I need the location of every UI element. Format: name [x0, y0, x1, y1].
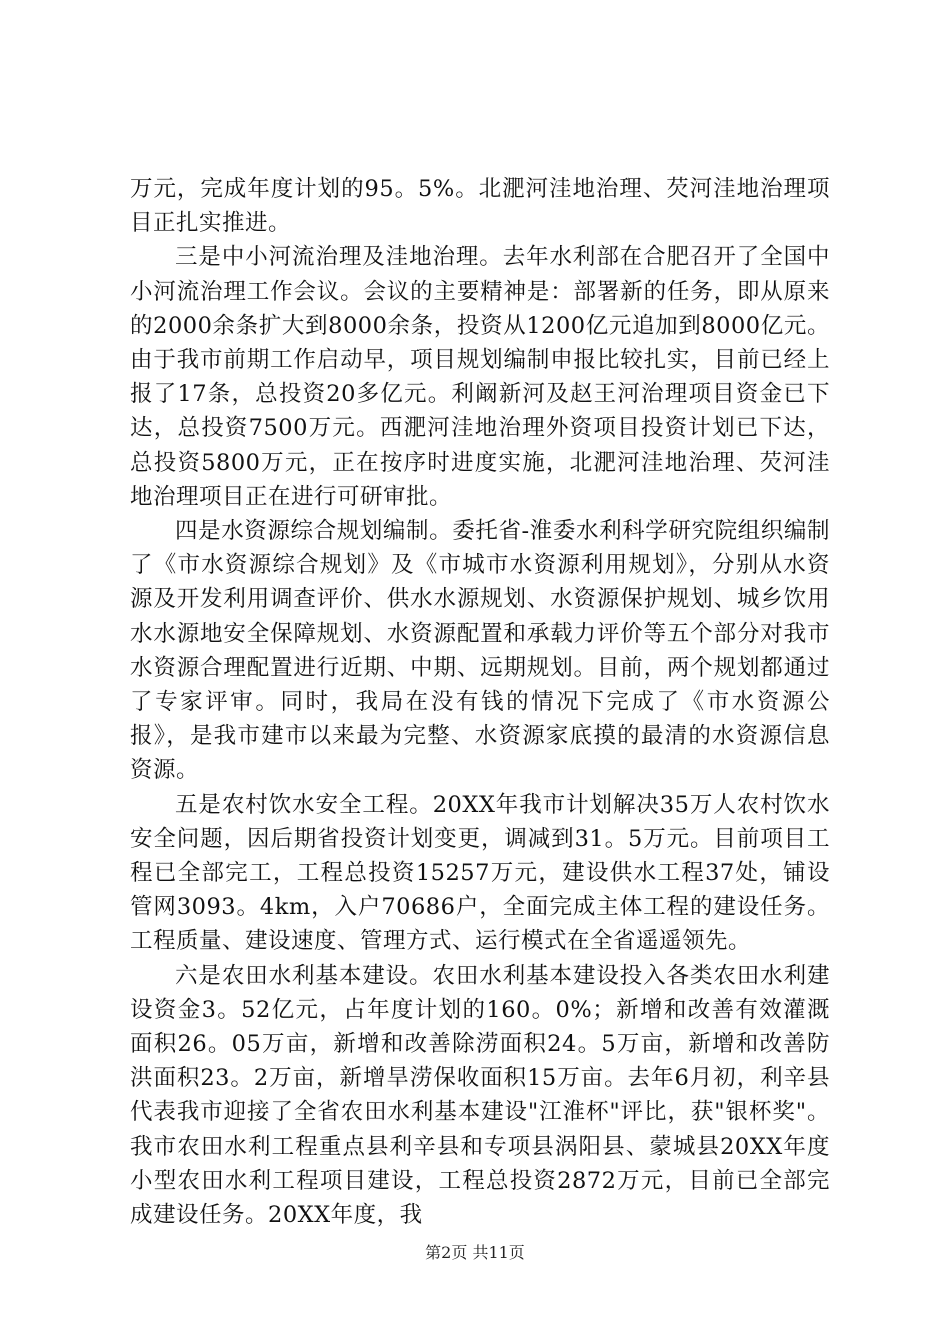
paragraph-2: 三是中小河流治理及洼地治理。去年水利部在合肥召开了全国中小河流治理工作会议。会议的主要精神是：部署新的任务，即从原来的2000余条扩大到8000余条，投资从1200亿元追加到8000亿元。由于我市前期工作启动早，项目规划编制申报比较扎实，目前已经上报了17条，总投资20多亿元。利阚新河及赵王河治理项目资金已下达，总投资7500万元。西淝河洼地治理外资项目投资计划已下达，总投资5800万元，正在按序时进度实施，北淝河洼地治理、芡河洼地治理项目正在进行可研审批。: [130, 244, 830, 510]
paragraph-4: 五是农村饮水安全工程。20XX年我市计划解决35万人农村饮水安全问题，因后期省投资计划变更，调减到31。5万元。目前项目工程已全部完工，工程总投资15257万元，建设供水工程37处，铺设管网3093。4km，入户70686户，全面完成主体工程的建设任务。工程质量、建设速度、管理方式、运行模式在全省遥遥领先。: [130, 791, 830, 955]
page-footer: [0, 1242, 950, 1264]
page-number-label: 第2页 共11页: [425, 1243, 525, 1262]
paragraph-3: 四是水资源综合规划编制。委托省-淮委水利科学研究院组织编制了《市水资源综合规划》及《市城市水资源利用规划》，分别从水资源及开发利用调查评价、供水水源规划、水资源保护规划、城乡饮用水水源地安全保障规划、水资源配置和承载力评价等五个部分对我市水资源合理配置进行近期、中期、远期规划。目前，两个规划都通过了专家评审。同时，我局在没有钱的情况下完成了《市水资源公报》，是我市建市以来最为完整、水资源家底摸的最清的水资源信息资源。: [130, 518, 830, 784]
document-body: [130, 172, 830, 1232]
paragraph-1: 万元，完成年度计划的95。5%。北淝河洼地治理、芡河洼地治理项目正扎实推进。: [130, 176, 830, 237]
paragraph-5: 六是农田水利基本建设。农田水利基本建设投入各类农田水利建设资金3。52亿元，占年度计划的160。0%；新增和改善有效灌溉面积26。05万亩，新增和改善除涝面积24。5万亩，新增和改善防洪面积23。2万亩，新增旱涝保收面积15万亩。去年6月初，利辛县代表我市迎接了全省农田水利基本建设"江淮杯"评比，获"银杯奖"。我市农田水利工程重点县利辛县和专项县涡阳县、蒙城县20XX年度小型农田水利工程项目建设，工程总投资2872万元，目前已全部完成建设任务。20XX年度，我: [130, 962, 830, 1229]
